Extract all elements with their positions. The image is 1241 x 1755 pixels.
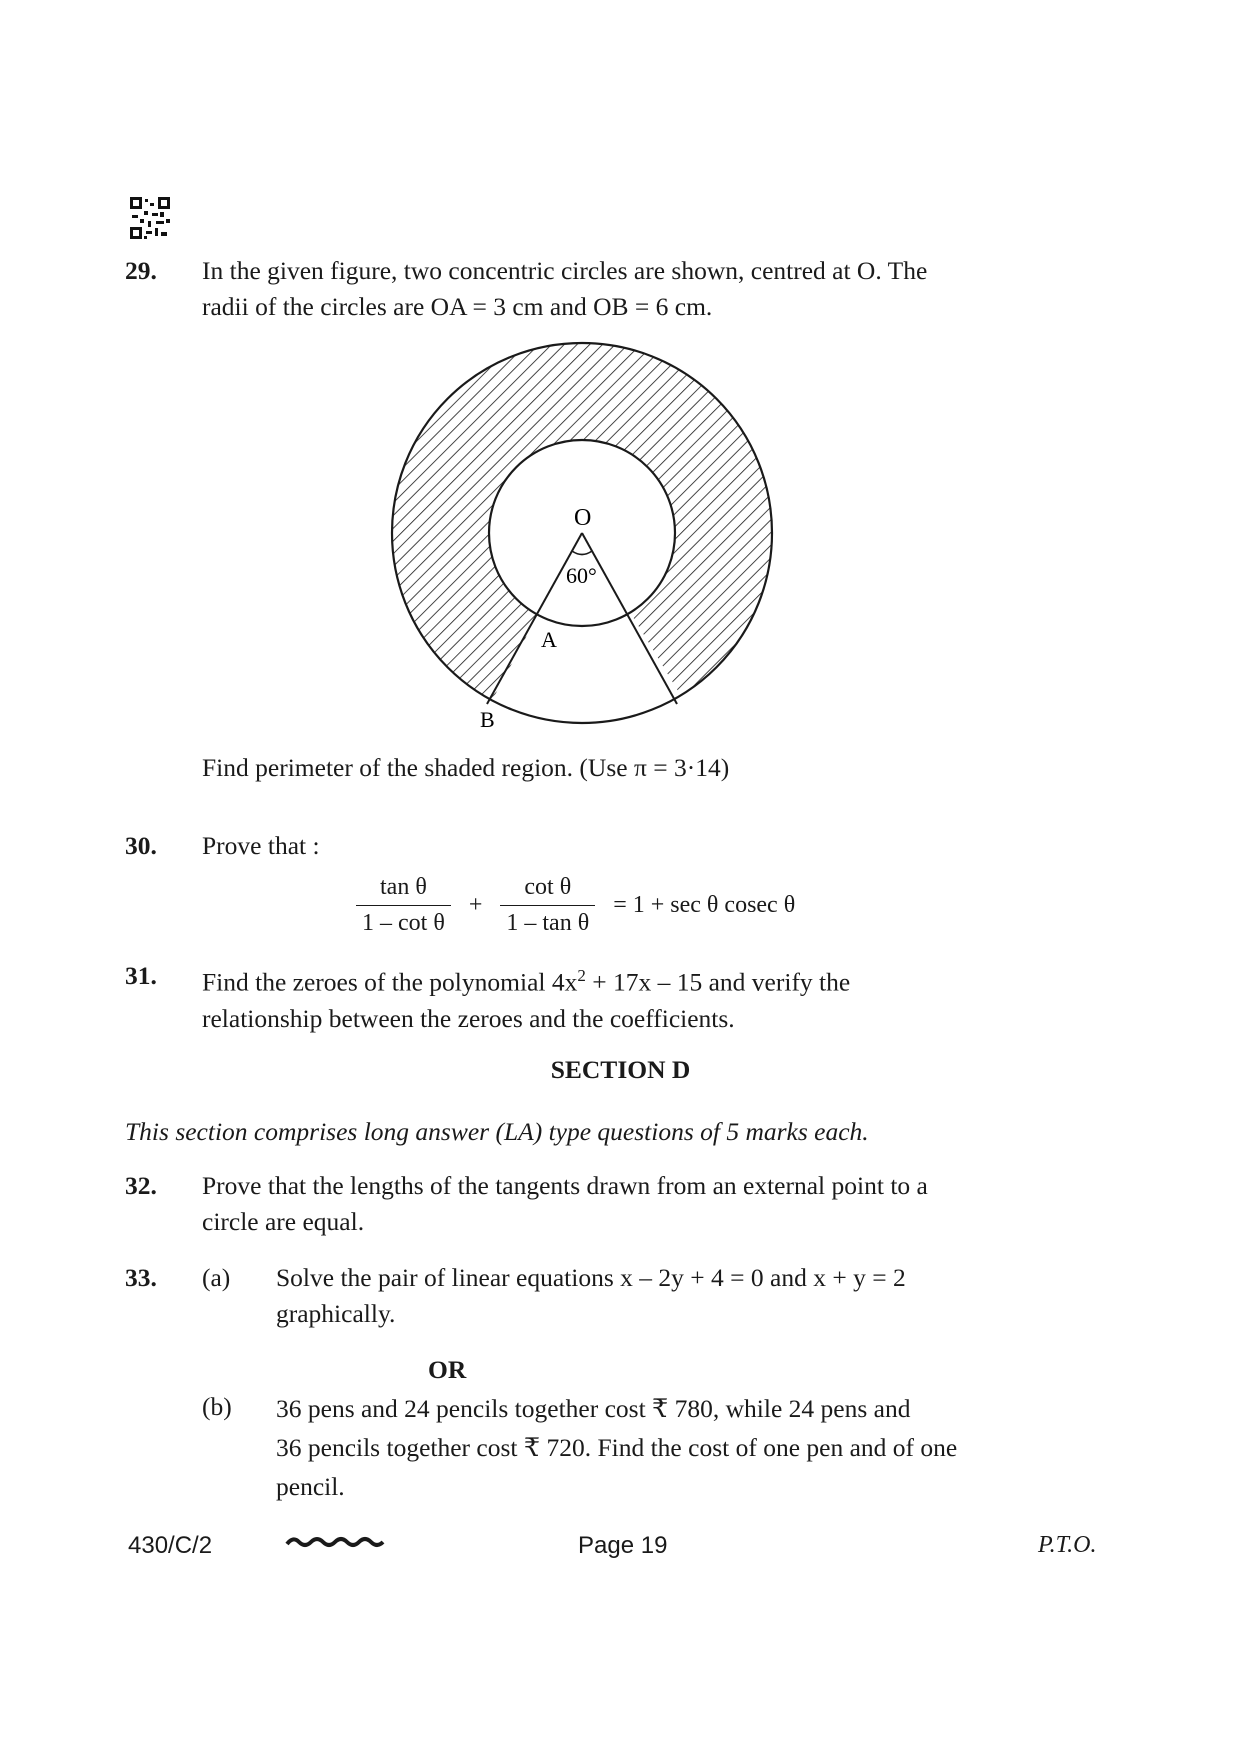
label-a: A xyxy=(541,627,557,652)
question-number: 33. xyxy=(125,1263,157,1292)
label-o: O xyxy=(574,505,592,531)
question-text: Prove that : xyxy=(202,831,320,860)
question-29-ask: Find perimeter of the shaded region. (Use π = 3·14) xyxy=(202,753,730,782)
concentric-circles-figure xyxy=(390,340,800,740)
qr-code-icon xyxy=(130,197,170,239)
question-line: Prove that the lengths of the tangents drawn from an external point to a xyxy=(202,1171,928,1200)
part-b-text xyxy=(276,1389,1062,1506)
wave-ornament-icon xyxy=(285,1530,385,1554)
question-number: 31. xyxy=(125,961,157,990)
question-number: 32. xyxy=(125,1171,157,1200)
fraction xyxy=(356,874,451,937)
or-separator: OR xyxy=(428,1355,467,1384)
question-text xyxy=(202,253,1062,325)
text-part: Find the zeroes of the polynomial 4x xyxy=(202,967,578,997)
paper-code: 430/C/2 xyxy=(128,1532,213,1559)
part-a-text xyxy=(276,1260,1062,1332)
question-number: 29. xyxy=(125,256,157,285)
question-line: 36 pencils together cost ₹ 720. Find the cost of one pen and of one xyxy=(276,1433,958,1462)
question-text xyxy=(202,958,1062,1037)
question-line: In the given figure, two concentric circles are shown, centred at O. The xyxy=(202,256,928,285)
text-part: + 17x – 15 and verify the xyxy=(585,967,851,997)
trig-identity xyxy=(350,874,801,937)
denominator: 1 – cot θ xyxy=(362,910,445,936)
label-angle: 60° xyxy=(566,563,597,588)
question-line: radii of the circles are OA = 3 cm and OB = 6 cm. xyxy=(202,292,713,321)
denominator: 1 – tan θ xyxy=(506,910,590,936)
question-line xyxy=(202,958,1062,1001)
section-description: This section comprises long answer (LA) type questions of 5 marks each. xyxy=(125,1117,869,1146)
right-hand-side: = 1 + sec θ cosec θ xyxy=(613,892,796,918)
pto-label: P.T.O. xyxy=(1038,1532,1097,1558)
label-b: B xyxy=(480,707,495,732)
question-number: 30. xyxy=(125,831,157,860)
question-line: relationship between the zeroes and the coefficients. xyxy=(202,1003,735,1033)
section-title: SECTION D xyxy=(550,1055,691,1084)
exponent: 2 xyxy=(577,966,586,985)
question-line: Solve the pair of linear equations x – 2y + 4 = 0 and x + y = 2 xyxy=(276,1263,906,1292)
part-a-label: (a) xyxy=(202,1263,231,1292)
question-line: 36 pens and 24 pencils together cost ₹ 780, while 24 pens and xyxy=(276,1394,911,1423)
question-text xyxy=(202,1168,1062,1240)
page-number: Page 19 xyxy=(578,1532,668,1559)
numerator: cot θ xyxy=(500,874,595,906)
fraction xyxy=(500,874,595,937)
question-line: pencil. xyxy=(276,1472,345,1501)
question-line: circle are equal. xyxy=(202,1207,365,1236)
question-line: graphically. xyxy=(276,1299,396,1328)
part-b-label: (b) xyxy=(202,1392,232,1421)
plus-sign: + xyxy=(468,892,483,918)
numerator: tan θ xyxy=(356,874,451,906)
